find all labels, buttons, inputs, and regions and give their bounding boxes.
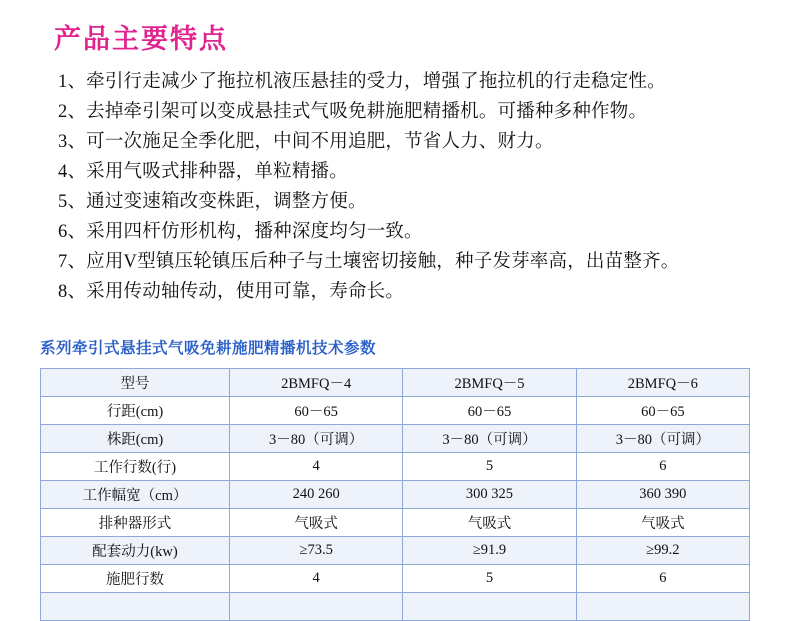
table-cell: 300 325 — [403, 481, 576, 509]
section-title: 系列牵引式悬挂式气吸免耕施肥精播机技术参数 — [40, 340, 377, 358]
list-item: 1、牵引行走减少了拖拉机液压悬挂的受力，增强了拖拉机的行走稳定性。 — [58, 72, 666, 93]
table-cell — [403, 593, 576, 621]
table-cell — [41, 593, 230, 621]
table-cell: 型号 — [41, 369, 230, 397]
table-cell: 5 — [403, 565, 576, 593]
table-cell: 360 390 — [576, 481, 749, 509]
table-row — [41, 453, 750, 481]
table-cell: 3－80（可调） — [576, 425, 749, 453]
table-cell: 行距(cm) — [41, 397, 230, 425]
table-cell: ≥91.9 — [403, 537, 576, 565]
table-cell: 60－65 — [576, 397, 749, 425]
list-item: 6、采用四杆仿形机构，播种深度均匀一致。 — [58, 222, 423, 243]
table-cell: 240 260 — [230, 481, 403, 509]
table-cell: 5 — [403, 453, 576, 481]
table-row — [41, 593, 750, 621]
table-cell — [576, 593, 749, 621]
table-cell: 施肥行数 — [41, 565, 230, 593]
table-row — [41, 481, 750, 509]
table-cell: 3－80（可调） — [230, 425, 403, 453]
table-row — [41, 369, 750, 397]
table-row — [41, 425, 750, 453]
table-cell: 排种器形式 — [41, 509, 230, 537]
list-item: 8、采用传动轴传动，使用可靠，寿命长。 — [58, 282, 405, 303]
table-cell: 6 — [576, 565, 749, 593]
table-row — [41, 509, 750, 537]
list-item: 5、通过变速箱改变株距，调整方便。 — [58, 192, 367, 213]
table-cell: 气吸式 — [230, 509, 403, 537]
table-cell: 4 — [230, 565, 403, 593]
page-title: 产品主要特点 — [54, 24, 228, 55]
list-item: 3、可一次施足全季化肥，中间不用追肥，节省人力、财力。 — [58, 132, 554, 153]
table-cell: 6 — [576, 453, 749, 481]
table-cell: 气吸式 — [403, 509, 576, 537]
table-cell: 2BMFQ－6 — [576, 369, 749, 397]
table-cell: 60－65 — [230, 397, 403, 425]
list-item: 7、应用V型镇压轮镇压后种子与土壤密切接触，种子发芽率高，出苗整齐。 — [58, 252, 680, 273]
table-cell: 4 — [230, 453, 403, 481]
table-cell: 气吸式 — [576, 509, 749, 537]
specifications-table — [40, 368, 750, 621]
table-row — [41, 565, 750, 593]
table-row — [41, 397, 750, 425]
table-cell: 60－65 — [403, 397, 576, 425]
list-item: 4、采用气吸式排种器，单粒精播。 — [58, 162, 348, 183]
table-cell: 工作幅宽（cm） — [41, 481, 230, 509]
table-cell: ≥73.5 — [230, 537, 403, 565]
table-cell: ≥99.2 — [576, 537, 749, 565]
table-cell: 株距(cm) — [41, 425, 230, 453]
table-cell — [230, 593, 403, 621]
table-cell: 配套动力(kw) — [41, 537, 230, 565]
table-cell: 工作行数(行) — [41, 453, 230, 481]
table-cell: 3－80（可调） — [403, 425, 576, 453]
table-cell: 2BMFQ－4 — [230, 369, 403, 397]
table-cell: 2BMFQ－5 — [403, 369, 576, 397]
table-row — [41, 537, 750, 565]
list-item: 2、去掉牵引架可以变成悬挂式气吸免耕施肥精播机。可播种多种作物。 — [58, 102, 648, 123]
feature-list — [58, 68, 766, 308]
